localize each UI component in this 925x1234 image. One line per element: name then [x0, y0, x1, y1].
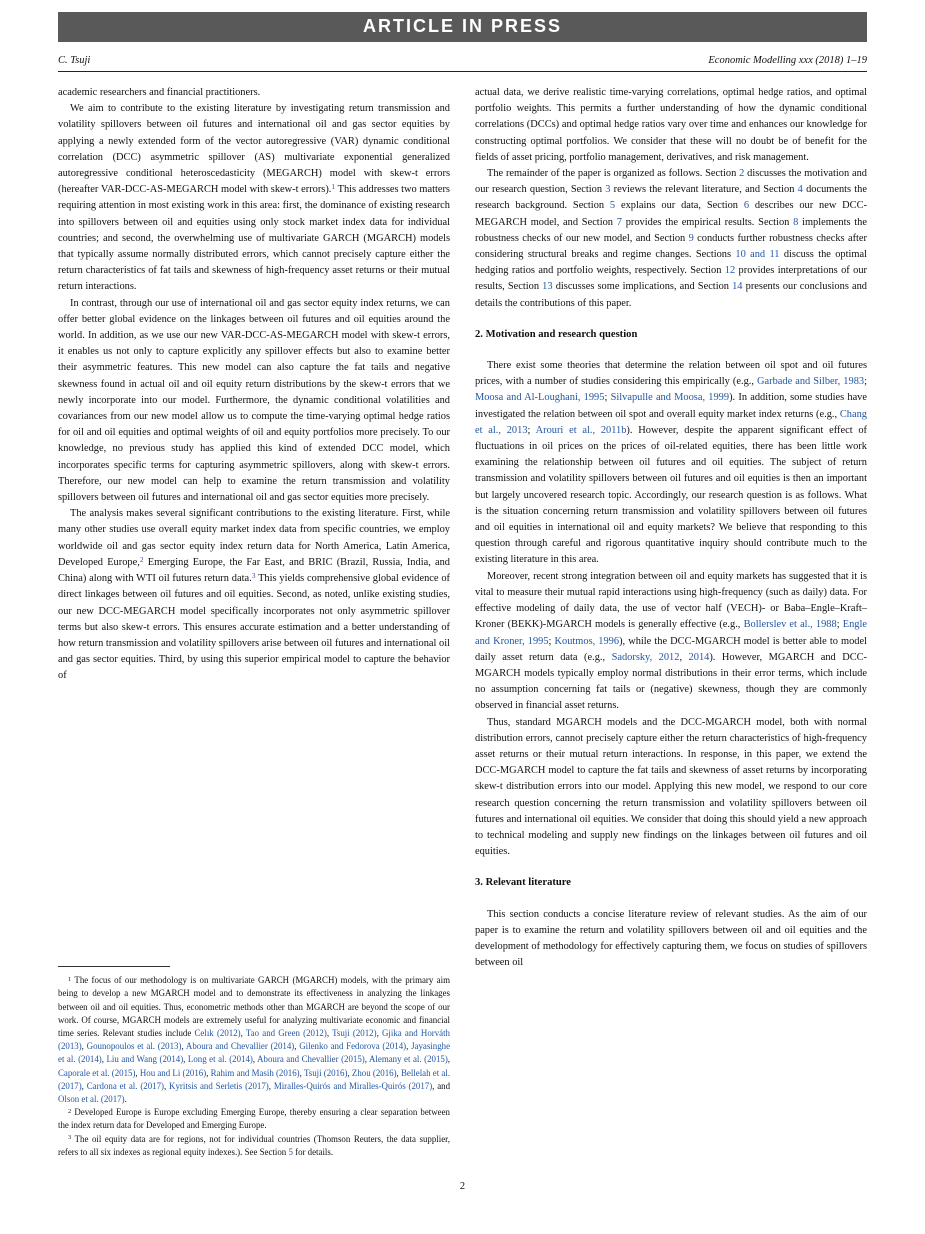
- citation-link[interactable]: Kyritsis and Serletis (2017): [169, 1080, 269, 1091]
- footnote-area: [58, 966, 450, 1159]
- banner-label: ARTICLE IN PRESS: [362, 16, 563, 36]
- citation-link[interactable]: Miralles-Quirós and Miralles-Quirós (2017): [273, 1080, 433, 1091]
- citation-link[interactable]: Silvapulle and Moosa, 1999: [610, 392, 730, 404]
- left-column-text: [58, 85, 450, 685]
- text-segment: ,: [347, 1067, 352, 1078]
- text-segment: The focus of our methodology is on multivariate GARCH (MGARCH) models, with the primary aim being to develop a new MGARCH model and to demonstrate its effectiveness in analyzing the linkages between oil and oil equities. Thus, econometric methods other than MGARCH are beyond the scope of our work. Of course, MGARCH models are extremely useful for analyzing multivariate economic and financial time series. Relevant studies include: [58, 975, 450, 1038]
- paragraph: [475, 569, 867, 715]
- text-segment: conducts further robustness checks after considering structural breaks and regime changes. Sections: [475, 232, 867, 261]
- section-heading: 3. Relevant literature: [475, 877, 572, 889]
- citation-link[interactable]: Bollerslev et al., 1988: [743, 619, 837, 631]
- citation-link[interactable]: 9: [688, 232, 694, 244]
- text-segment: ,: [135, 1067, 140, 1078]
- text-segment: This yields comprehensive global evidence of direct linkages between oil futures and oil equities. Second, as noted, unlike existing studies, our new DCC-MEGARCH model specifically incorporates not only asymmetric spillover terms but also skew-t errors. This ensures accurate estimation and a better understanding of how return transmission and volatility spillovers arise between oil futures and international oil and gas sector equities. Third, by using this superior empirical model to capture the behavior of: [58, 573, 451, 682]
- citation-link[interactable]: Sadorsky, 2012: [611, 651, 680, 663]
- citation-link[interactable]: 8: [793, 216, 799, 228]
- text-segment: ,: [163, 1080, 170, 1091]
- text-segment: ,: [406, 1041, 412, 1052]
- citation-link[interactable]: 6: [743, 200, 750, 212]
- citation-link[interactable]: 14: [732, 281, 743, 293]
- text-segment: ,: [206, 1067, 211, 1078]
- citation-link[interactable]: Jayasinghe et al. (2014): [58, 1041, 451, 1065]
- citation-link[interactable]: Moosa and Al-Loughani, 1995: [475, 392, 605, 404]
- header-journal: Economic Modelling xxx (2018) 1–19: [708, 55, 867, 66]
- text-segment: reviews the relevant literature, and Section: [610, 184, 798, 196]
- citation-link[interactable]: Zhou (2016): [351, 1067, 397, 1078]
- paragraph: [58, 296, 450, 507]
- text-segment: We aim to contribute to the existing literature by investigating return transmission and volatility spillovers between oil futures and international oil and gas sector equities by applying a newly extended form of the vector autoregressive (VAR) dynamic conditional correlation (DCC) asymmetric spillover (AS) multivariate exponential generalized autoregressive conditional heteroscedasticity (MEGARCH) model with skew-t errors (hereafter VAR-DCC-AS-MEGARCH model with skew-t errors).: [58, 103, 450, 196]
- footnotes: [58, 974, 450, 1159]
- text-segment: presents our conclusions and details the contributions of this paper.: [475, 281, 867, 309]
- footnote-marker: 1: [68, 975, 72, 983]
- text-segment: ;: [864, 376, 867, 388]
- section-heading: 2. Motivation and research question: [475, 328, 638, 340]
- text-segment: ,: [396, 1067, 401, 1078]
- citation-link[interactable]: 2014: [688, 651, 710, 663]
- text-segment: ). However, MGARCH and DCC-MGARCH models typically employ normal distributions in their error terms, which include no assumption concerning fat tails or (negative) skewness, though they are commonly observed in financial asset returns.: [475, 651, 868, 712]
- citation-link[interactable]: Gilenko and Fedorova (2014): [299, 1041, 407, 1052]
- right-column-text: [475, 85, 867, 971]
- text-segment: ). However, despite the apparent significant effect of fluctuations in oil prices on the prices of oil-related equities, there has been little work examining the relationship between oil futures and oil equities. The subject of return transmission and volatility spillovers between oil futures and oil equities is then an important but largely uncovered research topic. Accordingly, our research question is as follows. What is the situation concerning return transmission and volatility spillovers between oil futures and oil equities in international oil and equity markets? We believe that responding to this question through careful and rigorous quantitative inquiry should contribute much to the existing literature in this area.: [475, 424, 868, 566]
- text-segment: ;: [836, 619, 843, 631]
- text-segment: ,: [183, 1054, 188, 1065]
- text-segment: implements the robustness checks of our new model, and Section: [475, 216, 867, 244]
- citation-link[interactable]: Chang et al., 2013: [475, 408, 867, 436]
- left-column: [58, 85, 450, 1159]
- citation-link[interactable]: Bellelah et al. (2017): [58, 1067, 451, 1091]
- text-segment: provides interpretations of our results, Section: [475, 265, 867, 293]
- footnote-ref-link[interactable]: 1: [331, 182, 336, 192]
- citation-link[interactable]: Hou and Li (2016): [139, 1067, 207, 1078]
- text-segment: This section conducts a concise literature review of relevant studies. As the aim of our paper is to examine the return and volatility spillovers between oil and oil equities and the development of methodology for effectively capturing them, we focus on studies of spillovers between oil: [475, 908, 867, 969]
- text-segment: ,: [299, 1067, 304, 1078]
- citation-link[interactable]: Tsuji (2016): [303, 1067, 348, 1078]
- article-in-press-banner: [58, 12, 867, 42]
- right-column: [475, 85, 867, 1159]
- citation-link[interactable]: 12: [724, 265, 736, 277]
- text-segment: ;: [604, 392, 611, 404]
- paragraph: [58, 85, 450, 101]
- text-segment: The remainder of the paper is organized as follows. Section: [487, 168, 740, 180]
- citation-link[interactable]: Gounopoulos et al. (2013): [86, 1041, 182, 1052]
- text-segment: discuss the optimal hedging ratios and portfolio weights, respectively. Section: [475, 249, 867, 277]
- text-segment: actual data, we derive realistic time-varying correlations, optimal hedge ratios, and optimal portfolio weights. This permits a further understanding of how the dynamic conditional correlations (DCCs) and optimal hedge ratios vary over time and enhances our knowledge for constructing optimal portfolios. We consider that these will no doubt be of benefit for the fields of asset pricing, portfolio management, derivatives, and risk management.: [475, 87, 867, 163]
- citation-link[interactable]: 10 and 11: [735, 249, 780, 261]
- text-segment: ,: [81, 1080, 87, 1091]
- paragraph: [475, 85, 867, 166]
- footnote-marker: 3: [68, 1134, 72, 1142]
- citation-link[interactable]: Aboura and Chevallier (2015): [257, 1054, 365, 1065]
- text-segment: There exist some theories that determine the relation between oil spot and oil futures prices, with a number of studies considering this empirically (e.g.,: [475, 360, 867, 388]
- citation-link[interactable]: Garbade and Silber, 1983: [757, 376, 865, 388]
- citation-link[interactable]: Alemany et al. (2015): [369, 1054, 448, 1065]
- citation-link[interactable]: 5: [609, 200, 616, 212]
- text-segment: ;: [548, 635, 555, 647]
- text-segment: ,: [240, 1027, 246, 1038]
- text-segment: ,: [252, 1054, 258, 1065]
- footnote: [58, 974, 450, 1106]
- paragraph: [475, 715, 867, 861]
- text-segment: ,: [81, 1041, 87, 1052]
- text-segment: ,: [364, 1054, 369, 1065]
- footnote-separator: [58, 966, 170, 967]
- text-segment: for details.: [292, 1146, 334, 1157]
- citation-link[interactable]: Caporale et al. (2015): [58, 1067, 136, 1078]
- citation-link[interactable]: Olson et al. (2017): [58, 1093, 125, 1104]
- text-segment: This addresses two matters requiring attention in most existing work in this area: first, the dominance of existing research into spillovers between oil and equities using only stock market index data for individual countries; and second, the overwhelming use of multivariate GARCH (MGARCH) models that typically assume normally distributed errors, which cannot precisely capture either the return characteristics of fat tails and skewness of high-frequency asset returns or their mutual return interactions.: [58, 184, 450, 293]
- citation-link[interactable]: 5: [288, 1146, 293, 1157]
- paragraph: [475, 358, 867, 569]
- text-segment: Emerging Europe, the Far East, and BRIC (Brazil, Russia, India, and China) along with WTI oil futures return data.: [58, 556, 450, 585]
- citation-link[interactable]: Liu and Wang (2014): [106, 1054, 184, 1065]
- text-segment: Developed Europe is Europe excluding Emerging Europe, thereby ensuring a clear separation between the index return data for Developed and Emerging Europe.: [58, 1107, 450, 1131]
- text-segment: .: [124, 1093, 127, 1104]
- text-segment: ,: [294, 1041, 300, 1052]
- running-header: [58, 55, 867, 66]
- citation-link[interactable]: 4: [797, 184, 803, 196]
- text-segment: discusses some implications, and Section: [552, 281, 733, 293]
- footnote-ref-link[interactable]: 2: [139, 555, 144, 565]
- text-segment: Moreover, recent strong integration between oil and equity markets has suggested that it is vital to measure their mutual rapid interactions using high-frequency (such as daily) data. For effective modeling of daily data, the use of vector half (VECH)- or Baba–Engle–Kraft–Kroner (BEKK)-MGARCH models is generally effective (e.g.,: [475, 570, 867, 631]
- footnote: [58, 1133, 450, 1159]
- text-segment: explains our data, Section: [615, 200, 744, 212]
- paragraph: [475, 907, 867, 972]
- text-segment: documents the research background. Section: [475, 184, 867, 212]
- text-segment: , and: [432, 1080, 451, 1091]
- citation-link[interactable]: Arouri et al., 2011b: [535, 424, 627, 436]
- text-segment: Thus, standard MGARCH models and the DCC-MGARCH model, both with normal distribution errors, cannot precisely capture either the return characteristics of high-frequency asset returns or their mutual return interactions. In response, in this paper, we extend the DCC-MGARCH model to capture the fat tails and skewness of asset returns by incorporating skew-t distribution errors into our model. Applying this new model, we respond to our core research question concerning the return transmission and volatility spillovers between oil futures and international oil equities. We consider that doing this should yield a new approach to technical modeling and supply new findings on the linkages between oil futures and oil equities.: [475, 716, 867, 858]
- citation-link[interactable]: 7: [616, 216, 622, 228]
- citation-link[interactable]: Koutmos, 1996: [554, 635, 620, 647]
- paragraph: [58, 101, 450, 295]
- text-segment: ,: [376, 1027, 382, 1038]
- text-segment: ,: [268, 1080, 274, 1091]
- text-segment: ,: [326, 1027, 333, 1038]
- paragraph: [58, 506, 450, 684]
- text-segment: In contrast, through our use of international oil and gas sector equity index returns, we can offer better global evidence on the linkages between oil futures and oil equities around the world. In addition, as we use our new VAR-DCC-AS-MEGARCH model with skew-t errors, it enables us not only to capture explicitly any spillover effects but also to examine better their asymmetric features. This new model can also capture the fat tails and negative skewness found in actual oil and oil equity return distributions by the skew-t errors that we newly incorporate into our model. Furthermore, the dynamic conditional volatilities and covariances from our new model allow us to compute the time-varying optimal hedge ratios for oil and oil equities and optimal weights of oil and equity portfolios more precisely. To our knowledge, no previous study has applied this kind of extended DCC model, which incorporates specific terms for capturing asymmetric spillovers, along with skew-t errors. Therefore, our new model can help to examine the return transmission and volatility spillovers between oil futures and international oil and gas sector equities more precisely.: [58, 297, 450, 504]
- citation-link[interactable]: Tao and Green (2012): [245, 1027, 327, 1038]
- text-segment: ), while the DCC-MGARCH model is better able to model daily asset return data (e.g.,: [475, 635, 867, 663]
- text-segment: discusses the motivation and our research question, Section: [475, 168, 867, 196]
- citation-link[interactable]: Tsuji (2012): [332, 1027, 377, 1038]
- text-segment: describes our new DCC-MEGARCH model, and Section: [475, 200, 867, 228]
- citation-link[interactable]: Aboura and Chevallier (2014): [185, 1041, 295, 1052]
- text-segment: academic researchers and financial practitioners.: [58, 87, 261, 98]
- text-segment: ,: [679, 651, 689, 663]
- text-segment: The oil equity data are for regions, not for individual countries (Thomson Reuters, the data supplier, refers to all six indexes as regional equity indexes.). See Section: [58, 1133, 450, 1157]
- text-segment: ,: [101, 1054, 107, 1065]
- citation-link[interactable]: Rahim and Masih (2016): [210, 1067, 300, 1078]
- citation-link[interactable]: Engle and Kroner, 1995: [475, 619, 867, 647]
- header-author: C. Tsuji: [58, 55, 91, 66]
- two-column-body: [58, 85, 867, 1159]
- footnote: [58, 1106, 450, 1132]
- citation-link[interactable]: 3: [605, 184, 611, 196]
- text-segment: ). In addition, some studies have investigated the relation between oil spot and overall equity market index returns (e.g.,: [475, 392, 867, 420]
- citation-link[interactable]: Gjika and Horváth (2013): [58, 1027, 450, 1052]
- citation-link[interactable]: 2: [739, 168, 745, 180]
- citation-link[interactable]: Long et al. (2014): [187, 1054, 253, 1065]
- footnote-ref-link[interactable]: 3: [251, 571, 256, 581]
- text-segment: The analysis makes several significant contributions to the existing literature. First, while many other studies use overall equity market index data from specific countries, we employ worldwide oil and gas sector equity index return data for North America, Latin America, Developed Europe,: [58, 508, 450, 568]
- page-number: 2: [459, 1181, 466, 1192]
- citation-link[interactable]: Cardona et al. (2017): [86, 1080, 164, 1091]
- paragraph: [475, 166, 867, 312]
- header-rule: [58, 71, 867, 72]
- text-segment: ;: [527, 424, 536, 436]
- text-segment: ,: [447, 1054, 450, 1065]
- citation-link[interactable]: Celık (2012): [194, 1027, 241, 1038]
- text-segment: provides the empirical results. Section: [621, 216, 794, 228]
- citation-link[interactable]: 13: [542, 281, 553, 293]
- footnote-marker: 2: [68, 1107, 72, 1115]
- text-segment: ,: [181, 1041, 186, 1052]
